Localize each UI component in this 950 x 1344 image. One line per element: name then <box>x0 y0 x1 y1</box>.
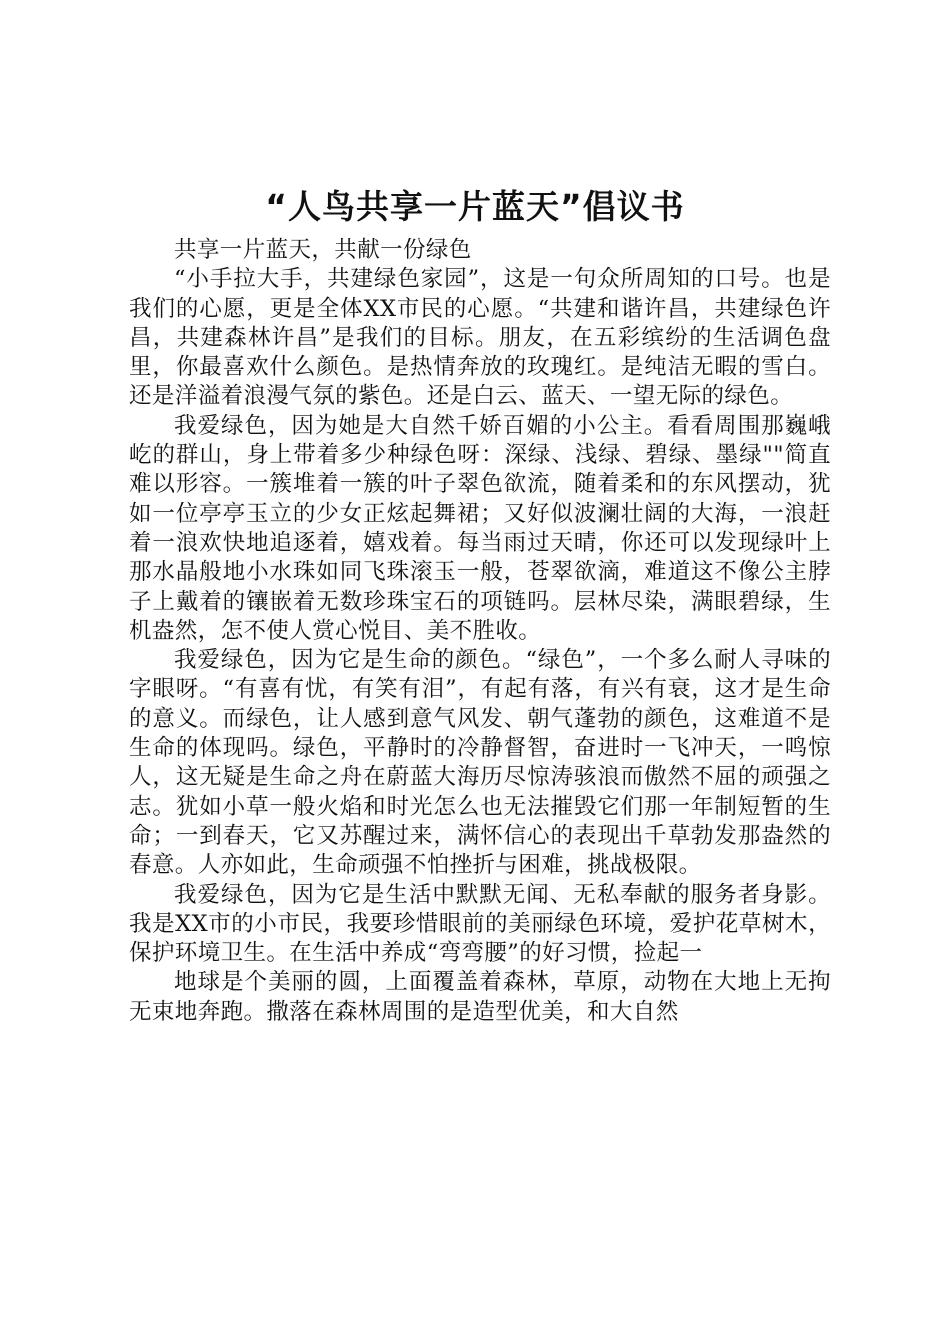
document-title: “人鸟共享一片蓝天”倡议书 <box>265 187 685 226</box>
paragraph: 我爱绿色，因为它是生活中默默无闻、无私奉献的服务者身影。我是XX市的小市民，我要珍惜眼前的美丽绿色环境，爱护花草树木，保护环境卫生。在生活中养成“弯弯腰”的好习惯，捡起一 <box>129 881 831 967</box>
document-body <box>129 236 831 1027</box>
paragraph: 地球是个美丽的圆，上面覆盖着森林，草原，动物在大地上无拘无束地奔跑。撒落在森林周围的是造型优美，和大自然 <box>129 969 831 1025</box>
paragraph-subtitle: 共享一片蓝天，共献一份绿色 <box>174 237 472 263</box>
paragraph: 我爱绿色，因为她是大自然千娇百媚的小公主。看看周围那巍峨屹的群山，身上带着多少种绿色呀：深绿、浅绿、碧绿、墨绿""简直难以形容。一簇堆着一簇的叶子翠色欲流，随着柔和的东风摆动，犹如一位亭亭玉立的少女正炫起舞裙；又好似波澜壮阔的大海，一浪赶着一浪欢快地追逐着，嬉戏着。每当雨过天晴，你还可以发现绿叶上那水晶般地小水珠如同飞珠滚玉一般，苍翠欲滴，难道这不像公主脖子上戴着的镶嵌着无数珍珠宝石的项链吗。层林尽染，满眼碧绿，生机盎然，怎不使人赏心悦目、美不胜收。 <box>129 412 831 644</box>
paragraph: “小手拉大手，共建绿色家园”，这是一句众所周知的口号。也是我们的心愿，更是全体XX市民的心愿。“共建和谐许昌，共建绿色许昌，共建森林许昌”是我们的目标。朋友，在五彩缤纷的生活调色盘里，你最喜欢什么颜色。是热情奔放的玫瑰红。是纯洁无暇的雪白。还是洋溢着浪漫气氛的紫色。还是白云、蓝天、一望无际的绿色。 <box>129 266 831 410</box>
paragraph: 我爱绿色，因为它是生命的颜色。“绿色”，一个多么耐人寻味的字眼呀。“有喜有忧，有笑有泪”，有起有落，有兴有衰，这才是生命的意义。而绿色，让人感到意气风发、朝气蓬勃的颜色，这难道不是生命的体现吗。绿色，平静时的冷静督智，奋进时一飞冲天，一鸣惊人，这无疑是生命之舟在蔚蓝大海历尽惊涛骇浪而傲然不屈的顽强之志。犹如小草一般火焰和时光怎么也无法摧毁它们那一年制短暂的生命；一到春天，它又苏醒过来，满怀信心的表现出千草勃发那盎然的春意。人亦如此，生命顽强不怕挫折与困难，挑战极限。 <box>129 647 831 879</box>
